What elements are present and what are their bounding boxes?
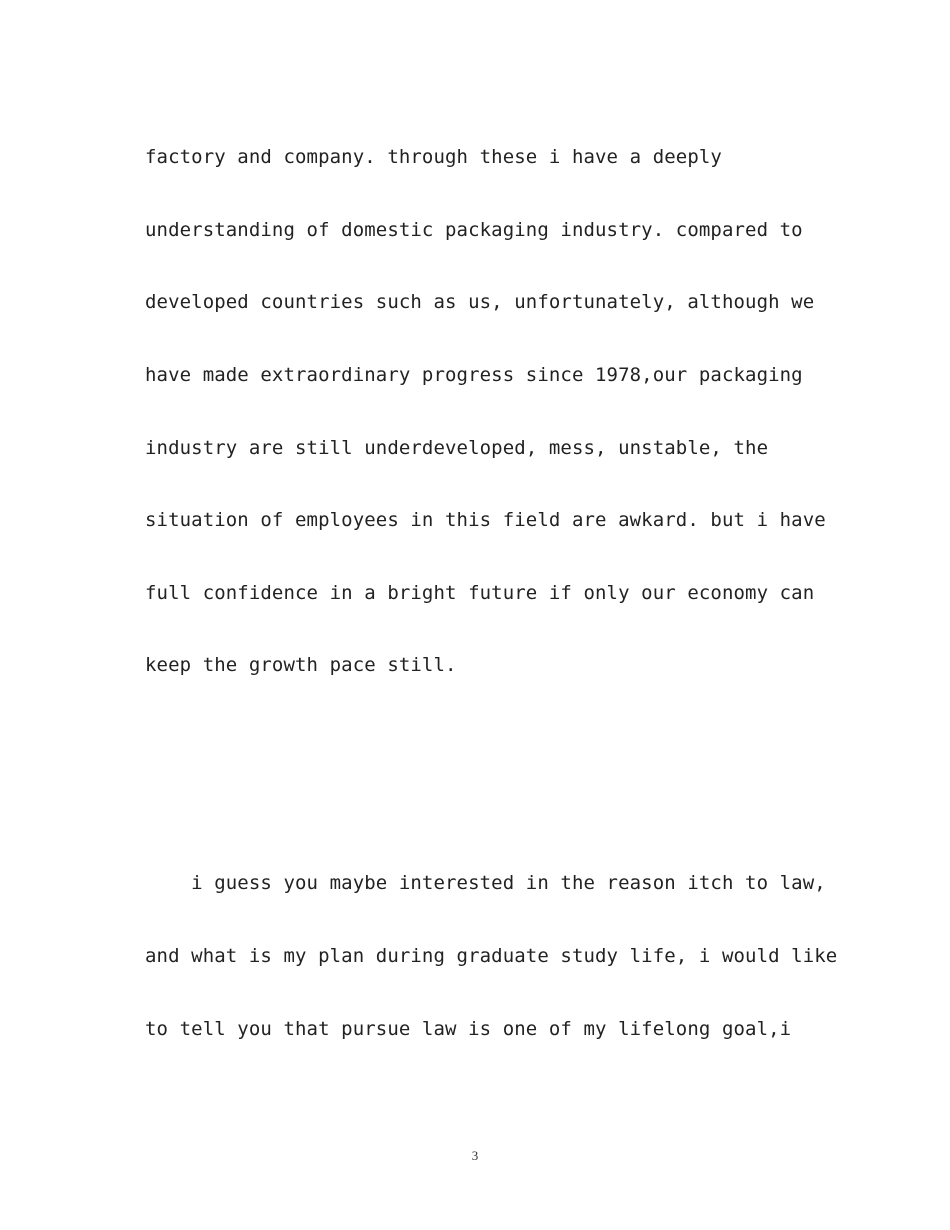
paragraph-1-line-3: developed countries such as us, unfortunately, although we [145,291,815,313]
page-number: 3 [471,1148,479,1163]
paragraph-1-line-5: industry are still underdeveloped, mess, unstable, the [145,437,769,459]
paragraph-1-line-2: understanding of domestic packaging industry. compared to [145,219,803,241]
paragraph-2-line-1: i guess you maybe interested in the reason itch to law, [145,872,826,894]
paragraph-2-line-3: to tell you that pursue law is one of my lifelong goal,i [145,1018,792,1040]
paragraph-1-line-1: factory and company. through these i have a deeply [145,146,722,168]
paragraph-2-line-2: and what is my plan during graduate study life, i would like [145,945,838,967]
paragraph-1-line-4: have made extraordinary progress since 1978,our packaging [145,364,803,386]
paragraph-1-line-6: situation of employees in this field are awkard. but i have [145,509,826,531]
paragraph-1-line-7: full confidence in a bright future if only our economy can [145,582,815,604]
paragraph-1-line-8: keep the growth pace still. [145,654,457,676]
